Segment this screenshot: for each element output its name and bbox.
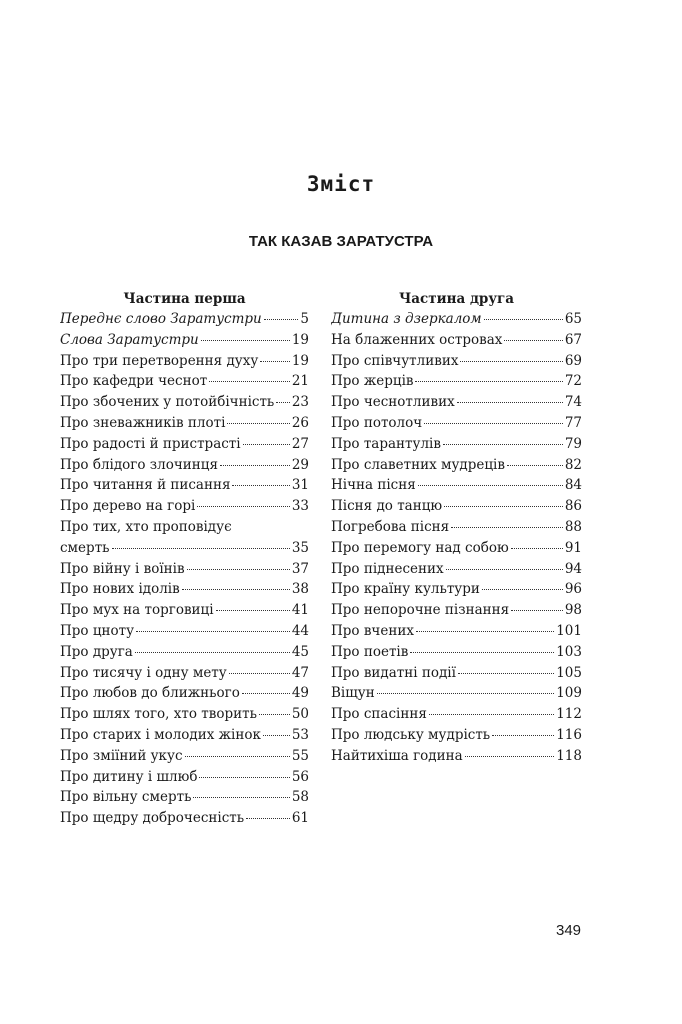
toc-entry [331,392,582,413]
dot-leader [260,361,290,362]
toc-entry-page: 103 [556,643,582,660]
part-two-heading: Частина друга [398,291,515,307]
dot-leader [451,527,563,528]
dot-leader [460,361,562,362]
toc-entry [60,475,309,496]
toc-entry [60,767,309,788]
toc-entry [60,808,309,829]
toc-entry-page: 116 [556,726,582,743]
dot-leader [507,465,563,466]
dot-leader [220,465,290,466]
toc-entry-page: 55 [291,747,309,764]
toc-entry-title: Про щедру доброчесність [60,810,245,827]
toc-entry [331,330,582,351]
toc-entry-title: На блаженних островах [331,331,503,348]
dot-leader [418,485,563,486]
dot-leader [504,340,562,341]
toc-entry-title: Про дерево на горі [60,498,196,515]
toc-entry-title: Про жерців [331,373,414,390]
toc-entry-page: 105 [556,664,582,681]
toc-entry-title: Про цноту [60,622,135,639]
part-two-list [331,309,582,767]
toc-entry-page: 21 [291,373,309,390]
dot-leader [416,631,554,632]
dot-leader [242,693,290,694]
dot-leader [511,610,563,611]
toc-entry [331,725,582,746]
toc-entry-page: 41 [291,602,309,619]
toc-entry-page: 50 [291,706,309,723]
toc-entry-page: 67 [564,331,582,348]
toc-entry-title: Про читання й писання [60,477,231,494]
toc-entry-page: 19 [291,331,309,348]
toc-entry [331,663,582,684]
dot-leader [410,652,554,653]
toc-entry-title: Віщун [331,685,375,702]
toc-entry-page: 47 [291,664,309,681]
toc-entry [331,496,582,517]
dot-leader [182,589,290,590]
toc-entry [60,455,309,476]
toc-entry [331,642,582,663]
dot-leader [492,735,554,736]
book-title: ТАК КАЗАВ ЗАРАТУСТРА [248,233,434,250]
toc-entry-page: 112 [556,706,582,723]
toc-entry-title: Про старих і молодих жінок [60,726,261,743]
toc-entry-title: Про спасіння [331,706,427,723]
toc-entry [60,642,309,663]
toc-entry-page: 37 [291,560,309,577]
toc-entry-page: 88 [564,518,582,535]
dot-leader [135,652,290,653]
toc-entry-page: 91 [564,539,582,556]
dot-leader [511,548,563,549]
dot-leader [201,340,290,341]
dot-leader [465,756,555,757]
toc-entry-page: 65 [564,311,582,327]
toc-entry-title: Нічна пісня [331,477,416,494]
toc-entry-title: Про нових ідолів [60,581,180,598]
toc-entry-title: Про тисячу і одну мету [60,664,227,681]
toc-entry-page: 35 [291,539,309,556]
dot-leader [443,444,563,445]
toc-entry-title: Про три перетворення духу [60,352,259,369]
toc-entry-page: 94 [564,560,582,577]
toc-entry [60,621,309,642]
toc-entry-title: Про поетів [331,643,409,660]
toc-part-one [60,289,309,829]
dot-leader [276,402,290,403]
dot-leader [259,714,290,715]
toc-entry [60,434,309,455]
toc-entry-title: Про тих, хто проповідує [60,518,232,535]
dot-leader [229,673,290,674]
dot-leader [444,506,563,507]
toc-entry-page: 38 [291,581,309,598]
toc-entry-title: Про зміїний укус [60,747,183,764]
part-one-heading: Частина перша [123,291,246,307]
toc-entry-page: 29 [291,456,309,473]
toc-entry-title: Про друга [60,643,133,660]
dot-leader [112,548,290,549]
toc-entry [60,496,309,517]
toc-entry-title: Про людську мудрість [331,726,491,743]
toc-entry-page: 49 [291,685,309,702]
toc-entry [331,683,582,704]
toc-entry-title: Про блідого злочинця [60,456,218,473]
toc-entry [60,787,309,808]
toc-entry [331,455,582,476]
dot-leader [263,735,290,736]
toc-entry-title: Про зневажників плоті [60,414,226,431]
toc-entry [331,309,582,330]
dot-leader [243,444,290,445]
toc-entry-title: Про збочених у потойбічність [60,394,275,411]
dot-leader [187,569,290,570]
toc-entry [331,413,582,434]
dot-leader [136,631,290,632]
dot-leader [197,506,290,507]
toc-entry [60,517,309,538]
toc-entry-page: 98 [564,602,582,619]
toc-entry [331,475,582,496]
toc-entry [331,621,582,642]
toc-entry-title: смерть [60,539,110,556]
toc-entry-title: Про співчутливих [331,352,459,369]
toc-entry-title: Про війну і воїнів [60,560,185,577]
toc-entry [331,434,582,455]
toc-entry-page: 82 [564,456,582,473]
dot-leader [457,402,563,403]
toc-entry-title: Про любов до ближнього [60,685,240,702]
toc-entry-page: 19 [291,352,309,369]
toc-entry-title: Про вчених [331,622,414,639]
dot-leader [209,381,290,382]
toc-entry-page: 84 [564,477,582,494]
toc-entry-title: Про мух на торговиці [60,602,214,619]
page-number: 349 [556,922,582,939]
toc-entry [60,538,309,559]
toc-entry-title: Про шлях того, хто творить [60,706,257,723]
toc-entry [60,559,309,580]
toc-entry-page: 77 [564,414,582,431]
dot-leader [185,756,290,757]
toc-entry-title: Про славетних мудреців [331,456,505,473]
toc-entry-title: Про чеснотливих [331,394,455,411]
toc-entry-page: 5 [300,311,309,327]
toc-entry-page: 31 [291,477,309,494]
toc-entry [60,371,309,392]
toc-entry-title: Про видатні події [331,664,456,681]
toc-entry [60,413,309,434]
toc-entry [60,600,309,621]
toc-entry [60,663,309,684]
dot-leader [193,797,289,798]
toc-entry-title: Слова Заратустри [60,331,199,348]
toc-entry [60,725,309,746]
toc-entry-page: 101 [556,622,582,639]
toc-entry-title: Про радості й пристрасті [60,435,241,452]
dot-leader [415,381,562,382]
toc-entry [331,600,582,621]
toc-part-two [331,289,582,767]
toc-entry-page: 58 [291,789,309,806]
dot-leader [377,693,554,694]
toc-entry-page: 61 [291,810,309,827]
toc-entry-page: 74 [564,394,582,411]
toc-entry [60,579,309,600]
toc-entry [331,704,582,725]
toc-entry-page: 69 [564,352,582,369]
toc-entry-page: 109 [556,685,582,702]
toc-entry-page: 118 [556,747,582,764]
toc-entry-title: Погребова пісня [331,518,450,535]
toc-entry-page: 23 [291,394,309,411]
toc-entry-page: 79 [564,435,582,452]
toc-entry [60,704,309,725]
dot-leader [216,610,290,611]
toc-entry [60,309,309,330]
toc-entry-page: 27 [291,435,309,452]
toc-entry-title: Дитина з дзеркалом [331,311,482,327]
toc-entry-page: 33 [291,498,309,515]
toc-entry [60,746,309,767]
toc-entry-title: Про кафедри чеснот [60,373,208,390]
dot-leader [199,777,289,778]
toc-entry-page: 53 [291,726,309,743]
toc-entry-page: 56 [291,768,309,785]
dot-leader [446,569,563,570]
toc-entry [331,746,582,767]
toc-entry [331,371,582,392]
toc-entry-title: Про потолоч [331,414,423,431]
toc-entry-title: Про піднесених [331,560,444,577]
toc-entry [60,351,309,372]
dot-leader [429,714,554,715]
toc-entry [60,392,309,413]
toc-entry-title: Найтихіша година [331,747,463,764]
dot-leader [227,423,289,424]
toc-entry-page: 72 [564,373,582,390]
toc-entry-page: 86 [564,498,582,515]
toc-entry-page: 26 [291,414,309,431]
toc-entry-title: Пісня до танцю [331,498,443,515]
dot-leader [484,319,563,320]
dot-leader [424,423,563,424]
dot-leader [232,485,289,486]
toc-entry [331,579,582,600]
toc-entry-title: Про непорочне пізнання [331,602,510,619]
toc-entry-title: Про тарантулів [331,435,441,452]
page-title: Зміст [306,172,376,196]
toc-entry [331,351,582,372]
dot-leader [482,589,563,590]
part-one-list [60,309,309,829]
toc-entry-page: 45 [291,643,309,660]
dot-leader [246,818,290,819]
toc-entry [331,559,582,580]
toc-entry-page: 96 [564,581,582,598]
toc-entry-title: Переднє слово Заратустри [60,311,262,327]
toc-entry-title: Про дитину і шлюб [60,768,198,785]
toc-entry-page: 44 [291,622,309,639]
toc-entry [60,683,309,704]
toc-entry [331,517,582,538]
toc-entry [331,538,582,559]
toc-entry-title: Про перемогу над собою [331,539,509,556]
dot-leader [264,319,299,320]
toc-entry-title: Про вільну смерть [60,789,192,806]
toc-entry [60,330,309,351]
dot-leader [458,673,554,674]
toc-entry-title: Про країну культури [331,581,480,598]
